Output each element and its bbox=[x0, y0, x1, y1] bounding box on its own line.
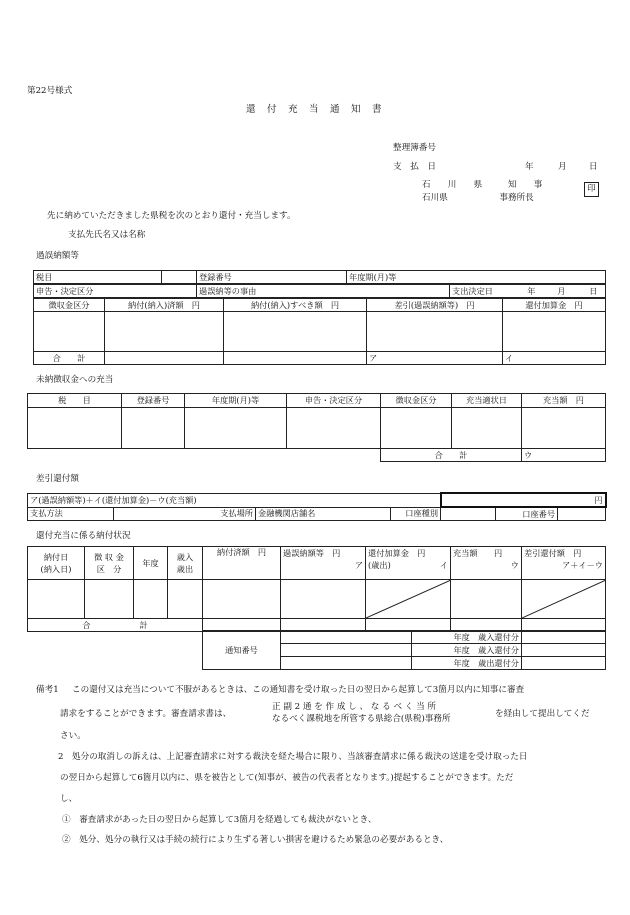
empty bbox=[287, 449, 381, 462]
shishutsu-cell bbox=[450, 285, 606, 298]
koza-bango-label: 口座番号 bbox=[496, 507, 558, 520]
col-toroku: 登録番号 bbox=[122, 394, 185, 408]
h-sashihiki: 差引還付額 円 bbox=[524, 548, 582, 558]
col-tekijobi: 充当適状日 bbox=[452, 394, 522, 408]
cell bbox=[168, 580, 203, 619]
section2-total-label: 合 計 bbox=[381, 449, 522, 462]
h-juto: 充当額 円 bbox=[453, 548, 503, 558]
sashihiki-slash-cell bbox=[522, 580, 606, 619]
shiharai-houhou-label: 支払方法 bbox=[28, 507, 114, 520]
payee-label: 支払先氏名又は名称 bbox=[68, 230, 146, 240]
total-label: 合 計 bbox=[34, 352, 105, 365]
section1-second-table bbox=[33, 284, 606, 298]
nendo-label: 年度期(月)等 bbox=[347, 271, 606, 284]
cell bbox=[203, 580, 281, 619]
cell bbox=[452, 408, 522, 449]
mark-a: ア bbox=[367, 352, 503, 365]
h-nendo: 年度 bbox=[134, 547, 168, 580]
h-kagono-cell bbox=[281, 547, 366, 580]
shishutsu-year: 年 bbox=[527, 285, 536, 296]
cell bbox=[522, 408, 606, 449]
jiyu-label: 過誤納等の事由 bbox=[197, 285, 450, 298]
formula-cell bbox=[28, 493, 441, 507]
section2-table bbox=[27, 393, 606, 462]
note1-line2b: を経由して提出してくだ bbox=[495, 709, 590, 719]
intro-text: 先に納めていただきました県税を次のとおり還付・充当します。 bbox=[47, 211, 296, 221]
kinyu-label: 金融機関店舗名 bbox=[256, 507, 391, 520]
kasan-slash-cell bbox=[366, 580, 451, 619]
tsuchi-row-1: 年度 歳入還付分 bbox=[412, 631, 522, 644]
col-shinkoku: 申告・決定区分 bbox=[287, 394, 381, 408]
diagonal-line bbox=[366, 580, 451, 618]
amount-cell bbox=[105, 312, 224, 352]
cell bbox=[522, 657, 606, 670]
note1-label: 備考1 bbox=[36, 685, 59, 695]
h-kasan-cell bbox=[366, 547, 451, 580]
note3: ① 審査請求があった日の翌日から起算して3箇月を経過しても裁決がないとき、 bbox=[62, 815, 377, 825]
refund-amount-box bbox=[441, 493, 606, 507]
cell bbox=[281, 644, 412, 657]
empty bbox=[28, 449, 122, 462]
cell bbox=[28, 580, 85, 619]
note2-line3: し、 bbox=[60, 794, 78, 804]
col-nendo: 年度期(月)等 bbox=[185, 394, 287, 408]
cell bbox=[85, 580, 134, 619]
h-kagono-mark: ア bbox=[354, 560, 363, 570]
tsuchi-table bbox=[202, 630, 606, 670]
koza-shubetsu-value bbox=[441, 507, 496, 520]
col-kasan: 還付加算金 円 bbox=[503, 299, 606, 312]
h-sainyu-cell bbox=[168, 547, 203, 580]
amount-cell bbox=[224, 312, 367, 352]
tsuchi-row-2: 年度 歳入還付分 bbox=[412, 644, 522, 657]
note1-text: この還付又は充当について不服があるときは、この通知書を受け取った日の翌日から起算して3箇月以内に知事に審査 bbox=[72, 685, 525, 695]
zeimoku-label: 税目 bbox=[34, 271, 162, 284]
governor-line: 石 川 県 知 事 bbox=[422, 180, 543, 190]
cell bbox=[381, 408, 452, 449]
tsuchi-row-3: 年度 歳出還付分 bbox=[412, 657, 522, 670]
cell bbox=[522, 631, 606, 644]
note2-line2: の翌日から起算して6箇月以内に、県を被告として(知事が、被告の代表者となります。)提起することができます。ただ bbox=[60, 773, 514, 783]
office-line: 石川県 事務所長 bbox=[422, 193, 534, 203]
section1-amount-table bbox=[33, 298, 606, 365]
col-sashihiki: 差引(過誤納額等) 円 bbox=[367, 299, 503, 312]
cell bbox=[451, 580, 522, 619]
koza-shubetsu-label: 口座種別 bbox=[391, 507, 441, 520]
shishutsu-label: 支出決定日 bbox=[452, 285, 493, 296]
date-month: 月 bbox=[558, 162, 567, 172]
note1-line3: さい。 bbox=[60, 731, 86, 741]
h-sainyu2: 歳出 bbox=[176, 564, 194, 574]
cell bbox=[281, 631, 412, 644]
shiharai-date-label: 支 払 日 bbox=[393, 162, 436, 172]
h-kasan: 還付加算金 円 bbox=[368, 548, 426, 558]
cell bbox=[281, 657, 412, 670]
total-cell bbox=[224, 352, 367, 365]
section3-heading: 差引還付額 bbox=[36, 474, 79, 484]
amount-cell bbox=[367, 312, 503, 352]
empty bbox=[185, 449, 287, 462]
date-year: 年 bbox=[525, 162, 534, 172]
note2-text: 処分の取消しの訴えは、上記審査請求に対する裁決を経た場合に限り、当該審査請求に係る裁決の送達を受け取った日 bbox=[72, 752, 528, 762]
note1-mid-bottom: なるべく課税地を所管する県総合(県税)事務所 bbox=[272, 714, 451, 724]
diagonal-line bbox=[522, 580, 606, 618]
col-choshu: 徴収金区分 bbox=[34, 299, 105, 312]
note4: ② 処分、処分の執行又は手続の続行により生ずる著しい損害を避けるため緊急の必要があるとき、 bbox=[62, 835, 449, 845]
total-cell bbox=[105, 352, 224, 365]
cell bbox=[28, 408, 122, 449]
koza-bango-value bbox=[558, 507, 606, 520]
h-noufuzumi: 納付済額 円 bbox=[203, 547, 281, 580]
section3-table bbox=[27, 492, 607, 521]
yen-unit: 円 bbox=[594, 494, 603, 505]
h-kasan-mark: イ bbox=[439, 560, 448, 570]
toroku-label: 登録番号 bbox=[197, 271, 347, 284]
col-noufuzumi: 納付(納入)済額 円 bbox=[105, 299, 224, 312]
h-choshu-cell bbox=[85, 547, 134, 580]
shiharai-basho-label: 支払場所 bbox=[114, 507, 256, 520]
blank-cell bbox=[162, 271, 197, 284]
seal-mark: 印 bbox=[584, 182, 599, 197]
shishutsu-day: 日 bbox=[589, 285, 598, 296]
date-day: 日 bbox=[589, 162, 598, 172]
cell bbox=[122, 408, 185, 449]
h-noufubi-cell bbox=[28, 547, 85, 580]
note2-label: 2 bbox=[58, 752, 64, 762]
h-choshu1: 徴 収 金 bbox=[94, 552, 124, 562]
col-choshu: 徴収金区分 bbox=[381, 394, 452, 408]
col-jutogaku: 充当額 円 bbox=[522, 394, 606, 408]
cell bbox=[522, 644, 606, 657]
formula-text: ア(過誤納額等)＋イ(還付加算金)－ウ(充当額) bbox=[30, 494, 197, 505]
h-juto-mark: ウ bbox=[510, 560, 519, 570]
h-juto-cell bbox=[451, 547, 522, 580]
section4-heading: 還付充当に係る納付状況 bbox=[36, 531, 131, 541]
h-noufubi: 納付日 bbox=[43, 552, 69, 562]
col-noufusubeki: 納付(納入)すべき額 円 bbox=[224, 299, 367, 312]
mark-i: イ bbox=[503, 352, 606, 365]
section1-top-table bbox=[33, 270, 606, 284]
amount-cell bbox=[34, 312, 105, 352]
h-choshu2: 区 分 bbox=[96, 564, 122, 574]
h-sashihiki-mark: ア＋イ－ウ bbox=[562, 560, 603, 570]
shishutsu-month: 月 bbox=[557, 285, 566, 296]
h-kagono: 過誤納額等 円 bbox=[283, 548, 341, 558]
amount-cell bbox=[503, 312, 606, 352]
section1-heading: 過誤納額等 bbox=[36, 251, 79, 261]
section4-table bbox=[27, 546, 606, 632]
shinkoku-label: 申告・決定区分 bbox=[34, 285, 197, 298]
note1-mid-top: 正 副 2 通 を 作 成 し 、 な る べ く 当 所 bbox=[272, 702, 437, 712]
cell bbox=[287, 408, 381, 449]
section4-total-label: 合 計 bbox=[28, 619, 203, 632]
cell bbox=[134, 580, 168, 619]
section2-heading: 未納徴収金への充当 bbox=[36, 375, 114, 385]
cell bbox=[185, 408, 287, 449]
h-nounyubi: (納入日) bbox=[40, 564, 72, 574]
col-zeimoku: 税 目 bbox=[28, 394, 122, 408]
h-sashihiki-cell bbox=[522, 547, 606, 580]
h-sainyu1: 歳入 bbox=[176, 552, 194, 562]
h-kasan-sub: (歳出) bbox=[368, 560, 391, 570]
mark-u: ウ bbox=[522, 449, 606, 462]
tsuchi-label: 通知番号 bbox=[203, 631, 281, 670]
seiri-label: 整理簿番号 bbox=[393, 143, 436, 153]
document-title: 還 付 充 当 通 知 書 bbox=[246, 104, 383, 115]
form-number: 第22号様式 bbox=[27, 86, 73, 96]
note1-line2a: 請求をすることができます。審査請求書は、 bbox=[60, 709, 232, 719]
empty bbox=[122, 449, 185, 462]
cell bbox=[281, 580, 366, 619]
